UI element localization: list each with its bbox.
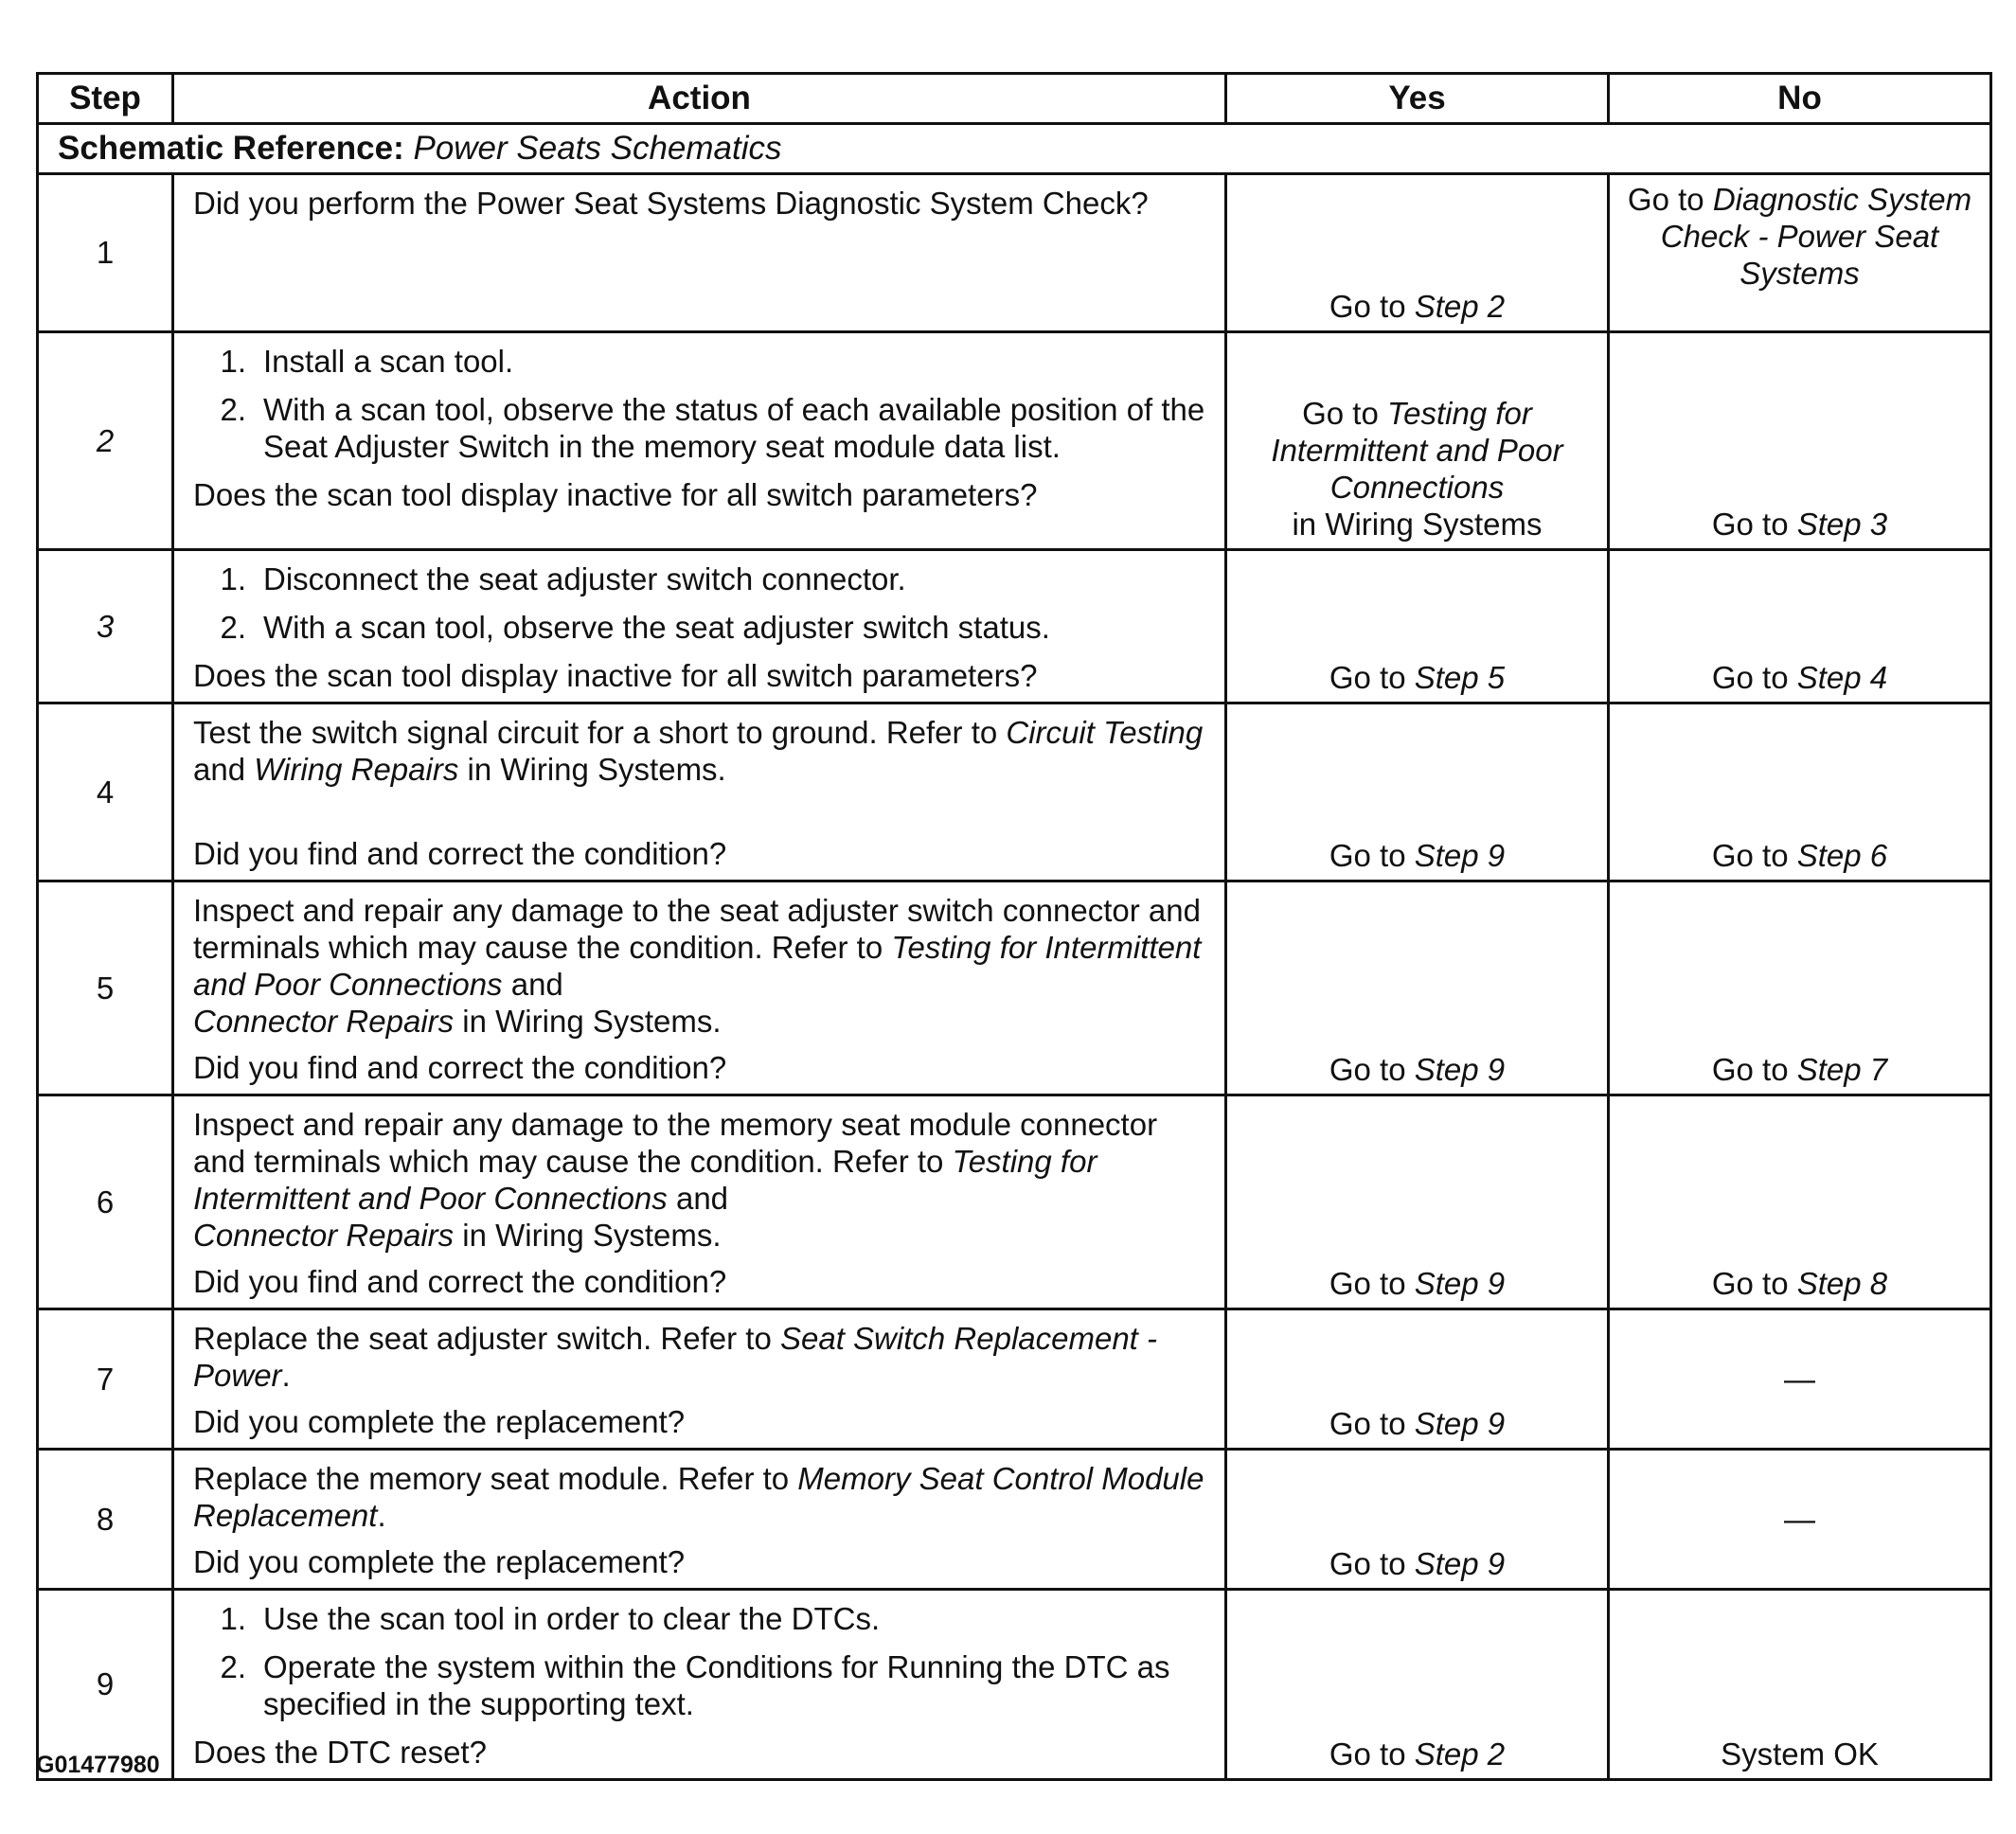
action-cell (173, 1590, 1226, 1780)
action-text-part: and (193, 752, 255, 787)
action-text (193, 1106, 1211, 1254)
question-text: Did you complete the replacement? (193, 1544, 686, 1579)
action-text-part: Test the switch signal circuit for a short to ground. Refer to (193, 715, 1007, 750)
yes-cell (1226, 1309, 1609, 1450)
table-row (38, 550, 1991, 703)
action-text-part: Replace the seat adjuster switch. Refer to (193, 1321, 780, 1356)
action-text-part: and (502, 967, 563, 1002)
list-item: 1. Disconnect the seat adjuster switch connector. (220, 561, 906, 596)
no-cell (1609, 1095, 1991, 1309)
no-cell: — (1609, 1309, 1991, 1450)
action-text (193, 892, 1211, 1040)
action-text (193, 714, 1211, 788)
question-text: Did you find and correct the condition? (193, 1050, 727, 1085)
action-text-part: Inspect and repair any damage to the seat adjuster switch connector and terminals which may cause the condition. Refer to (193, 893, 1201, 965)
yes-suffix: in Wiring Systems (1292, 507, 1543, 542)
action-cell (173, 174, 1226, 332)
yes-link[interactable]: Step 9 (1414, 1266, 1506, 1301)
header-action: Action (173, 74, 1226, 124)
no-cell: System OK (1609, 1590, 1991, 1780)
table-row (38, 174, 1991, 332)
table-row (38, 332, 1991, 550)
step-number: 4 (38, 703, 173, 881)
no-link[interactable]: Diagnostic System Check - Power Seat Systems (1660, 182, 1972, 291)
list-item-text: Operate the system within the Conditions for Running the DTC as specified in the supporting text. (263, 1649, 1170, 1721)
yes-prefix: Go to (1329, 660, 1415, 695)
question-text: Did you find and correct the condition? (193, 836, 727, 871)
action-cell (173, 332, 1226, 550)
action-text (193, 1460, 1211, 1534)
action-link[interactable]: Connector Repairs (193, 1004, 455, 1039)
action-text-part: . (377, 1498, 386, 1533)
table-row (38, 1309, 1991, 1450)
header-yes: Yes (1226, 74, 1609, 124)
list-item-text: With a scan tool, observe the status of each available position of the Seat Adjuster Switch in the memory seat module data list. (263, 392, 1205, 464)
schematic-reference (38, 124, 1991, 174)
list-item-text: Use the scan tool in order to clear the DTCs. (263, 1601, 881, 1636)
no-link[interactable]: Step 6 (1796, 838, 1888, 873)
schematic-label: Schematic Reference: (58, 130, 404, 167)
figure-id: G01477980 (36, 1752, 160, 1778)
no-link[interactable]: Step 4 (1796, 660, 1888, 695)
table-row (38, 1590, 1991, 1780)
action-link[interactable]: Testing for Intermittent and Poor Connections (193, 1144, 1097, 1216)
no-link[interactable]: Step 7 (1796, 1052, 1888, 1087)
no-prefix: Go to (1711, 507, 1797, 542)
list-item-text: Install a scan tool. (263, 344, 514, 379)
table-row (38, 1095, 1991, 1309)
yes-prefix: Go to (1329, 1546, 1415, 1581)
yes-link[interactable]: Step 2 (1414, 1736, 1506, 1772)
no-cell (1609, 881, 1991, 1095)
list-item: 2. With a scan tool, observe the status of each available position of the Seat Adjuster Switch in the memory seat module data list. (193, 391, 1211, 465)
yes-prefix: Go to (1329, 289, 1415, 324)
action-text-part: in Wiring Systems. (454, 1218, 722, 1253)
list-item: 1. Install a scan tool. (220, 344, 514, 379)
action-text-part: Inspect and repair any damage to the memory seat module connector and terminals which may cause the condition. Refer to (193, 1107, 1158, 1179)
yes-prefix: Go to (1329, 1052, 1415, 1087)
list-item-text: Disconnect the seat adjuster switch connector. (263, 561, 906, 596)
step-number: 5 (38, 881, 173, 1095)
action-cell (173, 1450, 1226, 1590)
question-text: Does the scan tool display inactive for all switch parameters? (193, 477, 1038, 512)
yes-prefix: Go to (1329, 1406, 1415, 1441)
list-item: 2. Operate the system within the Conditions for Running the DTC as specified in the supporting text. (193, 1648, 1211, 1722)
yes-link[interactable]: Step 9 (1414, 838, 1506, 873)
table-row (38, 1450, 1991, 1590)
action-cell (173, 1095, 1226, 1309)
yes-prefix: Go to (1329, 1736, 1415, 1772)
question-text: Does the DTC reset? (193, 1735, 487, 1770)
step-number: 2 (38, 332, 173, 550)
action-link[interactable]: Circuit Testing (1006, 715, 1204, 750)
yes-cell (1226, 1450, 1609, 1590)
action-text (193, 1320, 1211, 1394)
yes-link[interactable]: Step 9 (1414, 1546, 1506, 1581)
question-text: Did you complete the replacement? (193, 1404, 686, 1439)
step-number: 3 (38, 550, 173, 703)
action-cell (173, 1309, 1226, 1450)
yes-prefix: Go to (1329, 838, 1415, 873)
header-no: No (1609, 74, 1991, 124)
action-text-part: in Wiring Systems. (458, 752, 726, 787)
yes-link[interactable]: Step 9 (1414, 1406, 1506, 1441)
action-text-part: in Wiring Systems. (454, 1004, 722, 1039)
no-prefix: Go to (1711, 1052, 1797, 1087)
list-item-text: With a scan tool, observe the seat adjuster switch status. (263, 610, 1050, 645)
table-row (38, 703, 1991, 881)
no-prefix: Go to (1711, 838, 1797, 873)
action-cell (173, 703, 1226, 881)
no-link[interactable]: Step 3 (1796, 507, 1888, 542)
no-cell (1609, 174, 1991, 332)
yes-cell (1226, 703, 1609, 881)
yes-cell (1226, 332, 1609, 550)
question-text: Did you find and correct the condition? (193, 1264, 727, 1299)
no-prefix: Go to (1711, 1266, 1797, 1301)
no-prefix: Go to (1711, 660, 1797, 695)
schematic-link[interactable]: Power Seats Schematics (413, 130, 782, 167)
yes-prefix: Go to (1329, 1266, 1415, 1301)
step-number: 8 (38, 1450, 173, 1590)
no-cell (1609, 550, 1991, 703)
yes-cell (1226, 881, 1609, 1095)
yes-link[interactable]: Step 2 (1414, 289, 1506, 324)
action-list (193, 1600, 1211, 1722)
yes-prefix: Go to (1302, 396, 1387, 431)
no-cell (1609, 703, 1991, 881)
yes-cell (1226, 1095, 1609, 1309)
action-list (193, 343, 1211, 465)
step-number: 9 (38, 1590, 173, 1780)
list-item: 1. Use the scan tool in order to clear the DTCs. (220, 1601, 881, 1636)
action-cell (173, 881, 1226, 1095)
action-cell (173, 550, 1226, 703)
step-number: 7 (38, 1309, 173, 1450)
diagnostic-table (36, 72, 1992, 1781)
action-link[interactable]: Connector Repairs (193, 1218, 455, 1253)
no-cell (1609, 332, 1991, 550)
action-text-part: Replace the memory seat module. Refer to (193, 1461, 798, 1496)
no-cell: — (1609, 1450, 1991, 1590)
action-link[interactable]: Memory Seat Control Module Replacement (193, 1461, 1204, 1533)
yes-link[interactable]: Step 5 (1414, 660, 1506, 695)
table-row (38, 881, 1991, 1095)
no-link[interactable]: Step 8 (1796, 1266, 1888, 1301)
header-step: Step (38, 74, 173, 124)
action-link[interactable]: Testing for Intermittent and Poor Connections (193, 930, 1202, 1002)
yes-cell (1226, 1590, 1609, 1780)
yes-cell (1226, 174, 1609, 332)
list-item: 2. With a scan tool, observe the seat adjuster switch status. (220, 610, 1050, 645)
action-link[interactable]: Wiring Repairs (254, 752, 459, 787)
yes-link[interactable]: Testing for Intermittent and Poor Connections (1271, 396, 1563, 505)
step-number: 1 (38, 174, 173, 332)
no-prefix: Go to (1627, 182, 1713, 217)
action-text-part: and (667, 1181, 729, 1216)
step-number: 6 (38, 1095, 173, 1309)
action-list (193, 561, 1211, 646)
question-text: Did you perform the Power Seat Systems Diagnostic System Check? (193, 186, 1149, 221)
action-text-part: . (281, 1358, 291, 1393)
action-link[interactable]: Seat Switch Replacement - Power (193, 1321, 1157, 1393)
schematic-row (38, 124, 1991, 174)
header-row (38, 74, 1991, 124)
yes-link[interactable]: Step 9 (1414, 1052, 1506, 1087)
yes-cell (1226, 550, 1609, 703)
question-text: Does the scan tool display inactive for all switch parameters? (193, 658, 1038, 693)
